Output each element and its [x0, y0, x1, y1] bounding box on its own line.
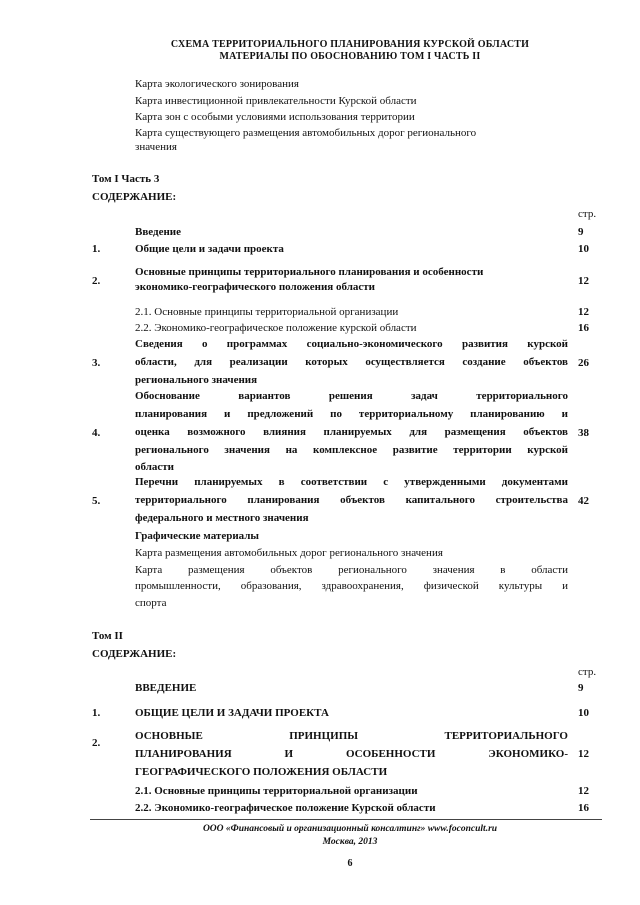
list-item: Карта существующего размещения автомобильных дорог регионального	[135, 127, 477, 139]
toc-page: 26	[578, 357, 589, 369]
footer-company: ООО «Финансовый и организационный консалтинг» www.foconcult.ru	[202, 824, 498, 834]
toc-item-lists: Перечни планируемых в соответствии с утвержденными документами	[135, 476, 568, 488]
toc-page: 12	[578, 306, 589, 318]
toc-item-goals: Общие цели и задачи проекта	[135, 243, 284, 255]
document-header-subtitle: МАТЕРИАЛЫ ПО ОБОСНОВАНИЮ ТОМ I ЧАСТЬ II	[219, 51, 481, 62]
toc-page: 16	[578, 322, 589, 334]
contents-heading: СОДЕРЖАНИЕ:	[92, 191, 177, 203]
graphics-heading: Графические материалы	[135, 530, 260, 542]
toc-page: 16	[578, 802, 589, 814]
toc-item-principles: Основные принципы территориального планирования и особенности	[135, 266, 484, 278]
toc-page: 9	[578, 226, 584, 238]
section-title: Том II	[92, 630, 123, 642]
toc-page: 12	[578, 748, 589, 760]
toc-number: 4.	[92, 427, 101, 439]
toc-page: 9	[578, 682, 584, 694]
toc-item-justification: регионального значения на комплексное развитие территории курской	[135, 444, 568, 456]
toc-item-programs: области, для реализации которых осуществляется создание объектов	[135, 356, 568, 368]
toc-item-principles: ГЕОГРАФИЧЕСКОГО ПОЛОЖЕНИЯ ОБЛАСТИ	[135, 766, 388, 778]
page-number: 6	[347, 858, 353, 869]
map-item: Карта размещения автомобильных дорог регионального значения	[135, 547, 443, 559]
map-item: Карта размещения объектов регионального значения в области	[135, 564, 568, 576]
toc-item-justification: области	[135, 461, 175, 473]
page-column-label: стр.	[578, 208, 597, 220]
page-column-label: стр.	[578, 666, 597, 678]
toc-item-programs: регионального значения	[135, 374, 258, 386]
list-item: значения	[135, 141, 177, 153]
footer-city-year: Москва, 2013	[322, 837, 378, 847]
footer-divider	[90, 819, 602, 820]
map-item: спорта	[135, 597, 167, 609]
toc-page: 42	[578, 495, 589, 507]
toc-subitem: 2.1. Основные принципы территориальной организации	[135, 785, 418, 797]
toc-intro: ВВЕДЕНИЕ	[135, 682, 197, 694]
toc-item-lists: территориального планирования объектов капитального строительства	[135, 494, 568, 506]
toc-item-principles: экономико-географического положения области	[135, 281, 376, 293]
map-item: промышленности, образования, здравоохранения, физической культуры и	[135, 580, 568, 592]
toc-page: 12	[578, 275, 589, 287]
toc-page: 12	[578, 785, 589, 797]
toc-page: 10	[578, 707, 589, 719]
toc-item-goals: ОБЩИЕ ЦЕЛИ И ЗАДАЧИ ПРОЕКТА	[135, 707, 329, 719]
toc-item-programs: Сведения о программах социально-экономического развития курской	[135, 338, 568, 350]
toc-subitem: 2.1. Основные принципы территориальной организации	[135, 306, 399, 318]
toc-number: 1.	[92, 707, 101, 719]
contents-heading: СОДЕРЖАНИЕ:	[92, 648, 177, 660]
section-title: Том I Часть 3	[92, 173, 160, 185]
list-item: Карта экологического зонирования	[135, 78, 299, 90]
toc-item-justification: планирования и предложений по территориальному планированию и	[135, 408, 568, 420]
toc-number: 1.	[92, 243, 101, 255]
toc-number: 2.	[92, 275, 101, 287]
toc-page: 10	[578, 243, 589, 255]
toc-item-lists: федерального и местного значения	[135, 512, 309, 524]
list-item: Карта инвестиционной привлекательности Курской области	[135, 95, 417, 107]
toc-item-justification: оценка возможного влияния планируемых для размещения объектов	[135, 426, 568, 438]
toc-subitem: 2.2. Экономико-географическое положение курской области	[135, 322, 417, 334]
toc-item-principles: ОСНОВНЫЕ ПРИНЦИПЫ ТЕРРИТОРИАЛЬНОГО	[135, 730, 568, 742]
toc-number: 2.	[92, 737, 101, 749]
toc-subitem: 2.2. Экономико-географическое положение Курской области	[135, 802, 436, 814]
toc-page: 38	[578, 427, 589, 439]
toc-intro: Введение	[135, 226, 182, 238]
toc-number: 5.	[92, 495, 101, 507]
document-header-title: СХЕМА ТЕРРИТОРИАЛЬНОГО ПЛАНИРОВАНИЯ КУРСКОЙ ОБЛАСТИ	[170, 39, 530, 50]
toc-item-principles: ПЛАНИРОВАНИЯ И ОСОБЕННОСТИ ЭКОНОМИКО-	[135, 748, 568, 760]
toc-number: 3.	[92, 357, 101, 369]
toc-item-justification: Обоснование вариантов решения задач территориального	[135, 390, 568, 402]
list-item: Карта зон с особыми условиями использования территории	[135, 111, 415, 123]
